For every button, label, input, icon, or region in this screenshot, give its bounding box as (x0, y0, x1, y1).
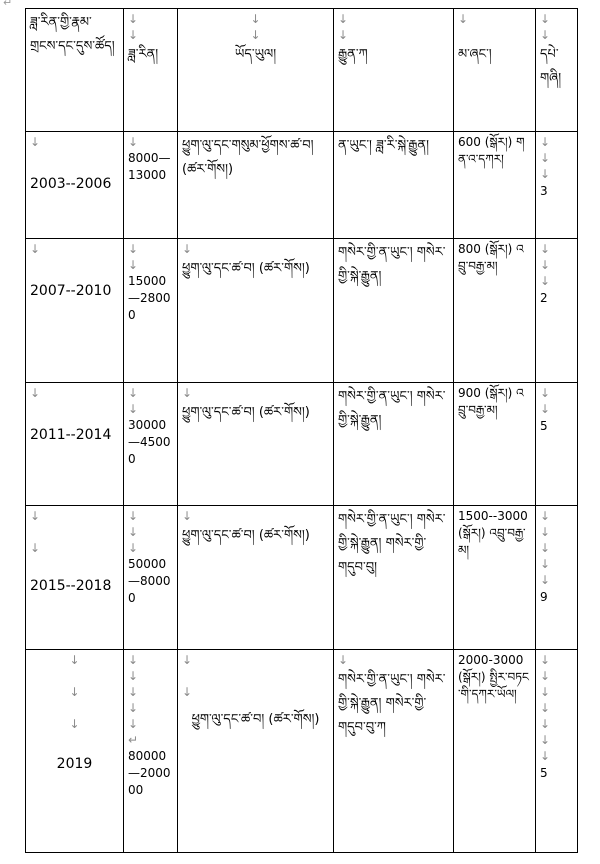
header-cell-weight (454, 9, 536, 132)
data-table (25, 8, 578, 853)
header-period-label: ཟླ་རིན་གྱི་རྣམ་གྲངས་དང་དུས་ཚོད། (30, 15, 115, 54)
count-cell (536, 506, 578, 650)
location-value: ཕྱུག་ལུ་དང་ཚ་བ། (ཚར་གོས།) (182, 261, 310, 276)
price-cell (124, 132, 178, 239)
period-value: 2011--2014 (30, 427, 112, 443)
price-cell (124, 506, 178, 650)
count-cell (536, 132, 578, 239)
weight-cell (454, 239, 536, 383)
period-value: 2019 (56, 756, 93, 772)
material-cell (334, 132, 454, 239)
location-cell (178, 383, 334, 506)
material-value: གསེར་གྱི་ན་ཡུང་། གསེར་གྱི་སྐེ་རྒྱུན། (338, 389, 446, 428)
header-cell-price (124, 9, 178, 132)
weight-value: 1500--3000 (སྒོར།) འབྲུ་བརྒྱ་མ། (458, 509, 528, 557)
arrow-down-icon: ↓ (338, 653, 349, 667)
count-value: 9 (540, 590, 548, 604)
material-value: གསེར་གྱི་ན་ཡུང་། གསེར་གྱི་སྐེ་རྒྱུན། (338, 245, 446, 284)
period-cell (26, 239, 124, 383)
arrow-down-icon: ↓ ↓ ↓ ↓ ↓ (540, 509, 551, 587)
period-cell (26, 132, 124, 239)
arrow-down-icon: ↓ ↓ (128, 12, 139, 42)
material-cell (334, 239, 454, 383)
location-value: ཕྱུག་ལུ་དང་ཚ་བ། (ཚར་གོས།) (182, 528, 310, 543)
count-cell (536, 650, 578, 853)
weight-value: 2000-3000 (སྒོར།) སྤྱིར་བཏང་གི་དཀར་ཡོལ། (458, 653, 529, 701)
arrow-down-icon: ↓ ↓ ↓ (540, 135, 551, 181)
arrow-down-icon: ↓ ↓ (540, 386, 551, 416)
arrow-down-icon: ↓ ↓ (540, 12, 551, 42)
header-cell-location (178, 9, 334, 132)
header-material-label: རྒྱུན་ཀ (338, 47, 368, 62)
arrow-down-icon: ↓ ↓ ↓ (540, 242, 551, 288)
arrow-down-icon: ↓ ↓ (128, 242, 139, 272)
table-row (26, 239, 578, 383)
table-header-row (26, 9, 578, 132)
price-cell (124, 239, 178, 383)
weight-cell (454, 650, 536, 853)
header-cell-count (536, 9, 578, 132)
material-value: གསེར་གྱི་ན་ཡུང་། གསེར་གྱི་སྐེ་རྒྱུན། གསེར་གྱི་གདུབ་བུ། (338, 512, 446, 575)
table-row (26, 506, 578, 650)
material-value: ན་ཡུང་། ཟླ་རི་སྐེ་རྒྱུན། (338, 138, 429, 153)
weight-cell (454, 506, 536, 650)
material-cell (334, 650, 454, 853)
weight-value: 600 (སྒོར།) གན་འ་དཀར། (458, 135, 525, 166)
material-value: གསེར་གྱི་ན་ཡུང་། གསེར་གྱི་སྐེ་རྒྱུན། གསེར་གྱི་གདུབ་བུ་ཀ (338, 672, 446, 735)
period-cell (26, 383, 124, 506)
count-cell (536, 239, 578, 383)
header-weight-label: མ་ཞང་། (458, 47, 492, 62)
header-price-label: ཟླ་རིན། (128, 47, 159, 62)
table-row (26, 383, 578, 506)
weight-cell (454, 132, 536, 239)
header-location-label: ཡོད་ཡུལ། (234, 47, 277, 62)
arrow-down-icon: ↓ ↓ (30, 509, 41, 555)
weight-value: 800 (སྒོར།) འབྲུ་བརྒྱ་མ། (458, 242, 524, 273)
count-value: 5 (540, 766, 548, 780)
price-value: 50000—80000 (128, 557, 171, 605)
price-cell (124, 383, 178, 506)
material-cell (334, 383, 454, 506)
period-cell (26, 650, 124, 853)
period-cell (26, 506, 124, 650)
header-count-label: དཔེ་གཞི། (540, 47, 562, 86)
arrow-down-icon: ↓ (30, 242, 41, 256)
location-cell (178, 239, 334, 383)
arrow-down-icon: ↓ ↓ ↓ ↓ ↓ ↓ ↓ (540, 653, 551, 763)
weight-cell (454, 383, 536, 506)
count-cell (536, 383, 578, 506)
period-value: 2015--2018 (30, 578, 112, 594)
period-value: 2007--2010 (30, 283, 112, 299)
count-value: 2 (540, 291, 548, 305)
arrow-down-icon: ↓ (458, 12, 469, 26)
location-value: ཕྱུག་ལུ་དང་ཚ་བ། (ཚར་གོས།) (191, 712, 320, 727)
arrow-down-icon: ↓ (182, 509, 193, 523)
count-value: 3 (540, 184, 548, 198)
header-cell-material (334, 9, 454, 132)
price-value: 30000—45000 (128, 418, 171, 466)
material-cell (334, 506, 454, 650)
location-value: ཕྱུག་ལུ་དང་གསུམ་ཕྱོགས་ཚ་བ། (ཚར་གོས།) (182, 138, 314, 177)
table-row (26, 132, 578, 239)
price-cell (124, 650, 178, 853)
arrow-down-icon: ↓ ↓ ↓ (128, 509, 139, 555)
period-value: 2003--2006 (30, 176, 112, 192)
location-cell (178, 132, 334, 239)
arrow-down-icon: ↓ ↓ ↓ ↓ ↓ ↵ (128, 653, 139, 747)
arrow-down-icon: ↓ (30, 386, 41, 400)
price-value: 15000—28000 (128, 274, 171, 322)
arrow-down-icon: ↓ ↓ ↓ (69, 653, 80, 731)
price-value: 8000—13000 (128, 151, 171, 182)
count-value: 5 (540, 419, 548, 433)
arrow-down-icon: ↓ (30, 135, 41, 149)
weight-value: 900 (སྒོར།) འབྲུ་བརྒྱ་མ། (458, 386, 524, 417)
arrow-down-icon: ↓ (128, 135, 139, 149)
location-cell (178, 650, 334, 853)
location-value: ཕྱུག་ལུ་དང་ཚ་བ། (ཚར་གོས།) (182, 405, 310, 420)
header-cell-period (26, 9, 124, 132)
arrow-down-icon: ↓ (182, 242, 193, 256)
arrow-down-icon: ↓ ↓ (128, 386, 139, 416)
arrow-down-icon: ↓ ↓ (250, 12, 261, 42)
price-value: 80000—200000 (128, 749, 171, 797)
arrow-down-icon: ↓ (182, 386, 193, 400)
location-cell (178, 506, 334, 650)
arrow-down-icon: ↓ ↓ (182, 653, 193, 699)
paragraph-mark-icon: ↵ (3, 0, 13, 9)
table-row (26, 650, 578, 853)
arrow-down-icon: ↓ ↓ (338, 12, 349, 42)
